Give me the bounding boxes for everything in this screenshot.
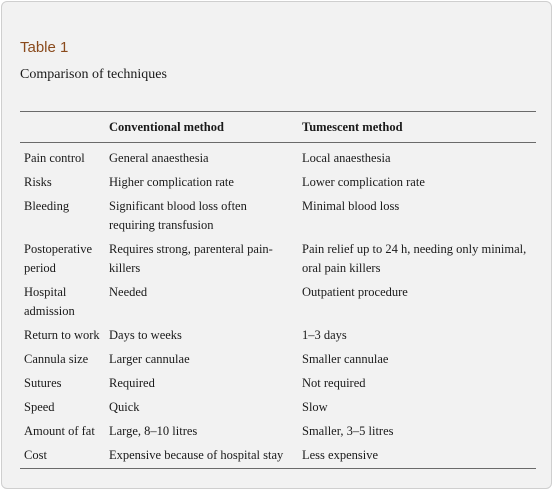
conventional-cell: Required [109,376,155,390]
table-row [20,444,536,469]
tumescent-cell: Local anaesthesia [302,151,391,165]
tumescent-cell: Smaller, 3–5 litres [302,424,394,438]
row-label: Cost [24,448,47,462]
conventional-cell: Large, 8–10 litres [109,424,198,438]
row-label: Sutures [24,376,62,390]
header-row [20,112,536,143]
row-label: Cannula size [24,352,89,366]
row-label: Postoperative period [24,242,93,275]
tumescent-cell: Minimal blood loss [302,199,400,213]
table-panel [1,1,552,489]
conventional-cell: Quick [109,400,140,414]
comparison-table [20,111,536,469]
table-caption: Comparison of techniques [20,67,167,82]
conventional-cell: Expensive because of hospital stay [109,448,284,462]
conventional-cell: Days to weeks [109,328,182,342]
table-row [20,420,536,444]
tumescent-cell: Lower complication rate [302,175,425,189]
row-label: Speed [24,400,55,414]
table-row [20,324,536,348]
tumescent-cell: Not required [302,376,366,390]
column-header-conventional: Conventional method [109,120,224,134]
conventional-cell: Larger cannulae [109,352,190,366]
table-row [20,143,536,172]
tumescent-cell: Outpatient procedure [302,285,408,299]
tumescent-cell: Smaller cannulae [302,352,389,366]
tumescent-cell: Less expensive [302,448,379,462]
column-header-tumescent: Tumescent method [302,120,403,134]
conventional-cell: Needed [109,285,148,299]
conventional-cell: Significant blood loss often requiring transfusion [109,199,247,232]
row-label: Pain control [24,151,85,165]
conventional-cell: General anaesthesia [109,151,209,165]
conventional-cell: Higher complication rate [109,175,234,189]
conventional-cell: Requires strong, parenteral pain-killers [109,242,273,275]
table-row [20,372,536,396]
row-label: Amount of fat [24,424,95,438]
table-label[interactable]: Table 1 [20,39,69,56]
table-row [20,238,536,281]
row-label: Risks [24,175,52,189]
row-label: Hospital admission [24,285,75,318]
row-label: Return to work [24,328,100,342]
tumescent-cell: Pain relief up to 24 h, needing only minimal, oral pain killers [302,242,527,275]
table-row [20,195,536,238]
tumescent-cell: Slow [302,400,328,414]
row-label: Bleeding [24,199,70,213]
table-row [20,281,536,324]
table-row [20,348,536,372]
table-row [20,171,536,195]
table-row [20,396,536,420]
column-header-feature [20,112,105,143]
tumescent-cell: 1–3 days [302,328,347,342]
